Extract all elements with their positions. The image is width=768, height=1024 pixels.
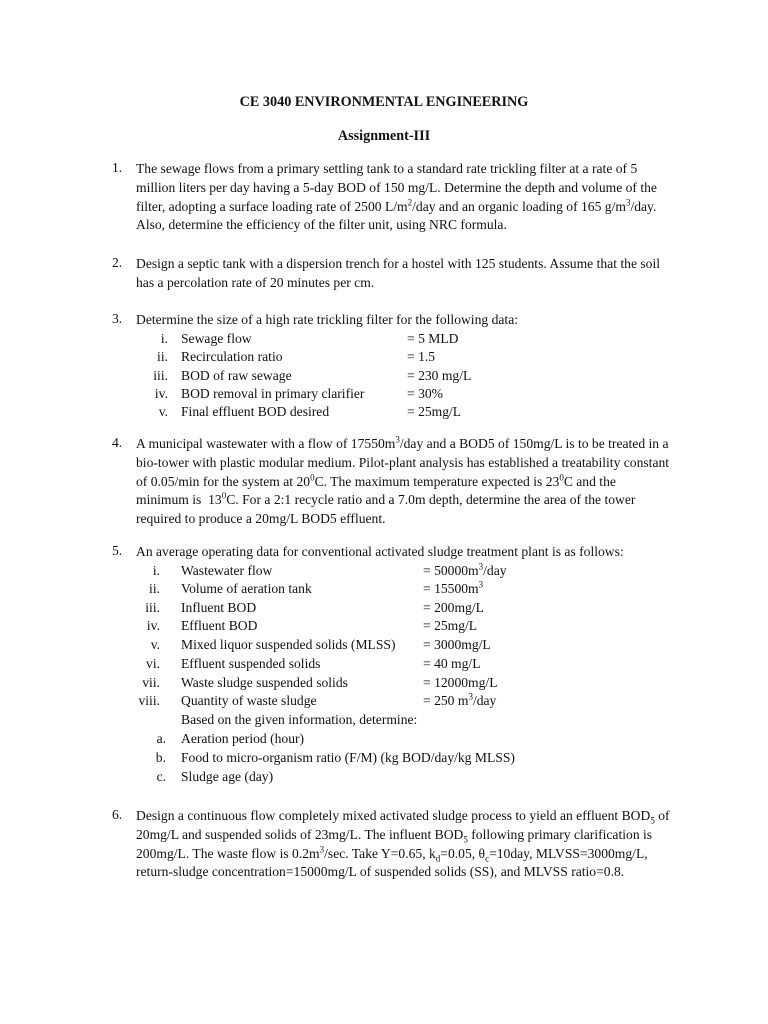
- value-sup: 3: [478, 561, 484, 572]
- row-label: Waste sludge suspended solids: [181, 675, 348, 690]
- question-number: 5.: [112, 543, 123, 558]
- q1-line-3b: /day and an organic loading of 165 g/m: [412, 198, 626, 214]
- sub-c: c: [485, 853, 490, 864]
- text-run: following primary clarification is: [467, 826, 653, 842]
- sup-degree: 0: [559, 472, 564, 483]
- row-value: = 25mg/L: [407, 404, 462, 419]
- q2-line-1: Design a septic tank with a dispersion trench for a hostel with 125 students. Assume that the soil: [136, 256, 661, 271]
- row-label: Influent BOD: [181, 600, 257, 615]
- data-row: [0, 348, 768, 367]
- q5-intro: An average operating data for conventional activated sludge treatment plant is as follows:: [136, 544, 624, 559]
- row-value: [423, 580, 483, 599]
- row-number: vi.: [146, 656, 160, 671]
- q5-based-on: Based on the given information, determine:: [181, 712, 418, 727]
- row-value: [423, 674, 498, 693]
- q1-line-2: million liters per day having a 5-day BOD of 150 mg/L. Determine the depth and volume of the: [136, 179, 657, 195]
- q2-line-2: has a percolation rate of 20 minutes per cm.: [136, 274, 375, 290]
- value-sup: 3: [468, 691, 473, 702]
- row-value: [423, 562, 507, 581]
- sup-3: 3: [319, 844, 325, 855]
- question-number: 1.: [112, 160, 123, 175]
- q4-line-4: [136, 491, 678, 510]
- row-value: = 5 MLD: [407, 331, 459, 346]
- row-number: ii.: [157, 349, 168, 364]
- row-label: Quantity of waste sludge: [181, 693, 317, 708]
- q4-line-2: bio-tower with plastic modular medium. Pilot-plant analysis has established a treatability constant: [136, 454, 670, 470]
- value-tail: /day: [483, 563, 507, 578]
- row-label: Effluent BOD: [181, 618, 258, 633]
- row-label: Volume of aeration tank: [181, 581, 312, 596]
- text-run: =10day, MLVSS=3000mg/L,: [489, 845, 648, 861]
- sub-item-letter: b.: [155, 750, 166, 765]
- value-text: = 40 mg/L: [423, 656, 481, 671]
- value-text: = 250 m: [423, 693, 469, 708]
- value-text: = 12000mg/L: [423, 675, 498, 690]
- row-label: Mixed liquor suspended solids (MLSS): [181, 637, 396, 652]
- row-label: BOD removal in primary clarifier: [181, 386, 365, 401]
- text-run: 200mg/L. The waste flow is 0.2m: [136, 845, 320, 861]
- question-1-text: [136, 160, 678, 235]
- q1-line-1: The sewage flows from a primary settling tank to a standard rate trickling filter at a rate of 5: [136, 161, 638, 176]
- q1-line-3c: /day.: [630, 198, 657, 214]
- sub-item-letter: a.: [156, 731, 166, 746]
- sup-2: 2: [407, 197, 413, 208]
- value-tail: /day: [472, 693, 497, 708]
- sup-degree: 0: [310, 472, 315, 483]
- data-row: [0, 580, 768, 599]
- question-number: 3.: [112, 311, 123, 326]
- q3-intro: Determine the size of a high rate trickling filter for the following data:: [136, 312, 518, 327]
- row-number: i.: [152, 563, 160, 578]
- q1-line-3a: filter, adopting a surface loading rate of 2500 L/m: [136, 198, 408, 214]
- value-text: = 15500m: [423, 581, 479, 596]
- data-row: [0, 562, 768, 581]
- data-row: [0, 403, 768, 422]
- question-number: 2.: [112, 255, 123, 270]
- sub-item-letter: c.: [156, 769, 166, 784]
- text-run: =0.05, θ: [440, 845, 486, 861]
- question-4-text: [136, 435, 678, 529]
- q4-line-3: [136, 473, 678, 492]
- row-value: [423, 655, 481, 674]
- row-value: = 230 mg/L: [407, 368, 472, 383]
- sup-degree: 0: [221, 490, 227, 501]
- row-number: iii.: [145, 600, 160, 615]
- row-value: = 30%: [407, 386, 443, 401]
- sub-item-label: Aeration period (hour): [181, 731, 305, 746]
- sub-5: 5: [463, 834, 468, 845]
- text-run: 20mg/L and suspended solids of 23mg/L. The influent BOD: [136, 826, 464, 842]
- value-text: = 200mg/L: [423, 600, 484, 615]
- row-value: = 1.5: [407, 349, 436, 364]
- question-2-text: [136, 255, 678, 293]
- text-run: of: [654, 808, 670, 823]
- question-6-text: [136, 807, 678, 882]
- sub-item: [0, 730, 768, 749]
- data-row: [0, 617, 768, 636]
- q1-line-3: [136, 198, 678, 217]
- data-row: [0, 385, 768, 404]
- row-label: Wastewater flow: [181, 563, 273, 578]
- sup-3: 3: [625, 197, 631, 208]
- data-row: [0, 692, 768, 711]
- q6-line-2: [136, 826, 678, 845]
- row-value: [423, 617, 477, 636]
- row-label: BOD of raw sewage: [181, 368, 292, 383]
- data-row: [0, 655, 768, 674]
- row-value: [423, 692, 496, 711]
- q1-line-4: Also, determine the efficiency of the filter unit, using NRC formula.: [136, 217, 507, 233]
- q6-line-4: return-sludge concentration=15000mg/L of suspended solids (SS), and MLVSS ratio=0.8.: [136, 864, 625, 880]
- row-number: i.: [160, 331, 168, 346]
- text-run: minimum is 13: [136, 492, 222, 508]
- value-text: = 3000mg/L: [423, 637, 491, 652]
- q6-line-1: [136, 807, 678, 826]
- text-run: C. For a 2:1 recycle ratio and a 7.0m depth, determine the area of the tower: [226, 492, 636, 508]
- row-number: iii.: [153, 368, 168, 383]
- row-number: iv.: [146, 618, 160, 633]
- text-run: /sec. Take Y=0.65, k: [324, 845, 436, 861]
- text-run: /day and a BOD5 of 150mg/L is to be treated in a: [399, 436, 669, 451]
- row-label: Effluent suspended solids: [181, 656, 321, 671]
- text-run: A municipal wastewater with a flow of 17550m: [136, 436, 396, 451]
- sub-item: [0, 749, 768, 768]
- sup-3: 3: [395, 434, 400, 445]
- question-number: 6.: [112, 807, 123, 822]
- sub-5: 5: [650, 815, 655, 826]
- sub-item-label: Sludge age (day): [181, 769, 274, 784]
- data-row: [0, 599, 768, 618]
- row-value: [423, 636, 491, 655]
- row-label: Sewage flow: [181, 331, 252, 346]
- sub-item: [0, 768, 768, 787]
- row-label: Recirculation ratio: [181, 349, 283, 364]
- text-run: C and the: [563, 473, 616, 489]
- row-label: Final effluent BOD desired: [181, 404, 330, 419]
- row-number: ii.: [149, 581, 160, 596]
- q6-line-3: [136, 845, 678, 864]
- row-number: vii.: [142, 675, 160, 690]
- sub-d: d: [435, 853, 441, 864]
- q4-line-5: required to produce a 20mg/L BOD5 effluent.: [136, 511, 386, 527]
- row-number: viii.: [138, 693, 160, 708]
- text-run: Design a continuous flow completely mixed activated sludge process to yield an effluent BOD: [136, 808, 651, 823]
- row-number: iv.: [154, 386, 168, 401]
- data-row: [0, 636, 768, 655]
- data-row: [0, 674, 768, 693]
- assignment-title: Assignment-III: [337, 128, 431, 144]
- data-row: [0, 330, 768, 349]
- row-number: v.: [150, 637, 160, 652]
- row-value: [423, 599, 484, 618]
- value-text: = 50000m: [423, 563, 479, 578]
- q4-line-1: [136, 435, 678, 454]
- data-row: [0, 367, 768, 386]
- question-number: 4.: [112, 435, 123, 450]
- course-title: CE 3040 ENVIRONMENTAL ENGINEERING: [239, 94, 529, 110]
- text-run: C. The maximum temperature expected is 23: [314, 473, 560, 489]
- value-text: = 25mg/L: [423, 618, 478, 633]
- sub-item-label: Food to micro-organism ratio (F/M) (kg BOD/day/kg MLSS): [181, 750, 515, 765]
- text-run: of 0.05/min for the system at 20: [136, 473, 311, 489]
- value-sup: 3: [478, 579, 484, 590]
- row-number: v.: [158, 404, 168, 419]
